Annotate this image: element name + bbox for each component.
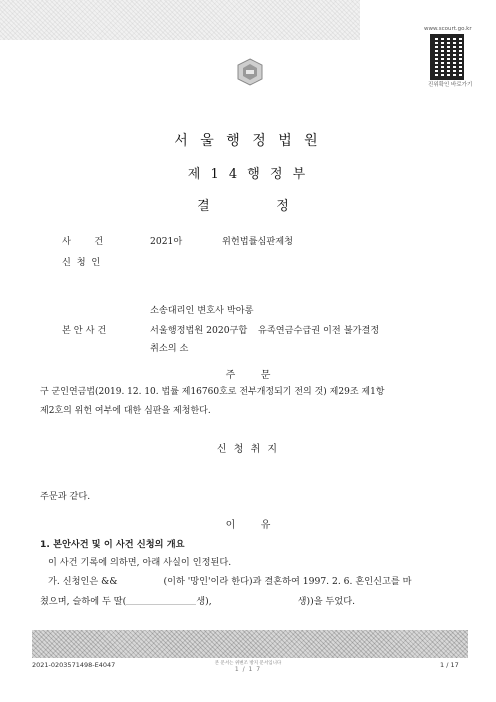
redacted-daughter-1	[126, 595, 196, 605]
order-heading: 주 문	[225, 370, 271, 381]
redacted-name	[118, 576, 164, 585]
petition-heading: 신 청 취 지	[216, 444, 280, 455]
footer-center-note: 본 문서는 위변조 방지 문서입니다	[214, 661, 282, 666]
reasons-intro: 이 사건 기록에 의하면, 아래 사실이 인정된다.	[48, 557, 232, 568]
attorney: 소송대리인 변호사 박아롱	[150, 305, 254, 316]
item-ga-line-1	[48, 573, 412, 587]
qr-url-label: www.scourt.go.kr	[424, 26, 472, 32]
item-ga-part-e: 생))을 두었다.	[297, 596, 356, 607]
petition-text: 주문과 같다.	[40, 491, 91, 502]
main-case-court: 서울행정법원 2020구합	[150, 325, 248, 336]
order-line-2: 제2호의 위헌 여부에 대한 심판을 제청한다.	[40, 406, 211, 416]
case-number: 2021아	[150, 236, 183, 247]
order-line-1: 구 군인연금법(2019. 12. 10. 법률 제16760호로 전부개정되기 전의 것) 제29조 제1항	[40, 387, 385, 397]
court-emblem-icon	[236, 58, 264, 86]
qr-caption: 진위확인 바로가기	[428, 82, 473, 88]
footer-center-page: 1 / 1 7	[234, 666, 262, 673]
main-case-title: 유족연금수급권 이전 불가결정	[258, 325, 380, 336]
item-ga-part-a: 가. 신청인은 &&	[48, 576, 118, 587]
main-case-label: 본 안 사 건	[62, 325, 107, 336]
division-name: 제 1 4 행 정 부	[187, 167, 309, 182]
footer-page-number: 1 / 17	[440, 661, 459, 669]
main-case-title-cont: 취소의 소	[150, 343, 189, 354]
header-security-pattern	[0, 0, 360, 40]
court-name: 서 울 행 정 법 원	[174, 133, 322, 149]
item-ga-part-c: 쳤으며, 슬하에 두 딸(	[40, 596, 127, 607]
verification-qr-code[interactable]	[430, 34, 464, 80]
applicant-label: 신 청 인	[62, 257, 101, 268]
footer-security-pattern	[32, 630, 468, 658]
reasons-heading: 이 유	[225, 520, 271, 531]
footer-document-id: 2021-0203571498-E4047	[32, 661, 116, 669]
document-type: 결 정	[197, 199, 299, 214]
case-label: 사 건	[62, 236, 104, 247]
item-ga-part-b: (이하 '망인'이라 한다)과 결혼하여 1997. 2. 6. 혼인신고를 마	[163, 576, 412, 587]
item-ga-part-d: 생),	[196, 596, 212, 607]
item-ga-line-2	[40, 593, 355, 607]
case-name: 위헌법률심판제청	[222, 236, 294, 247]
section-1-title: 1. 본안사건 및 이 사건 신청의 개요	[40, 539, 185, 550]
redacted-daughter-2	[212, 596, 298, 605]
